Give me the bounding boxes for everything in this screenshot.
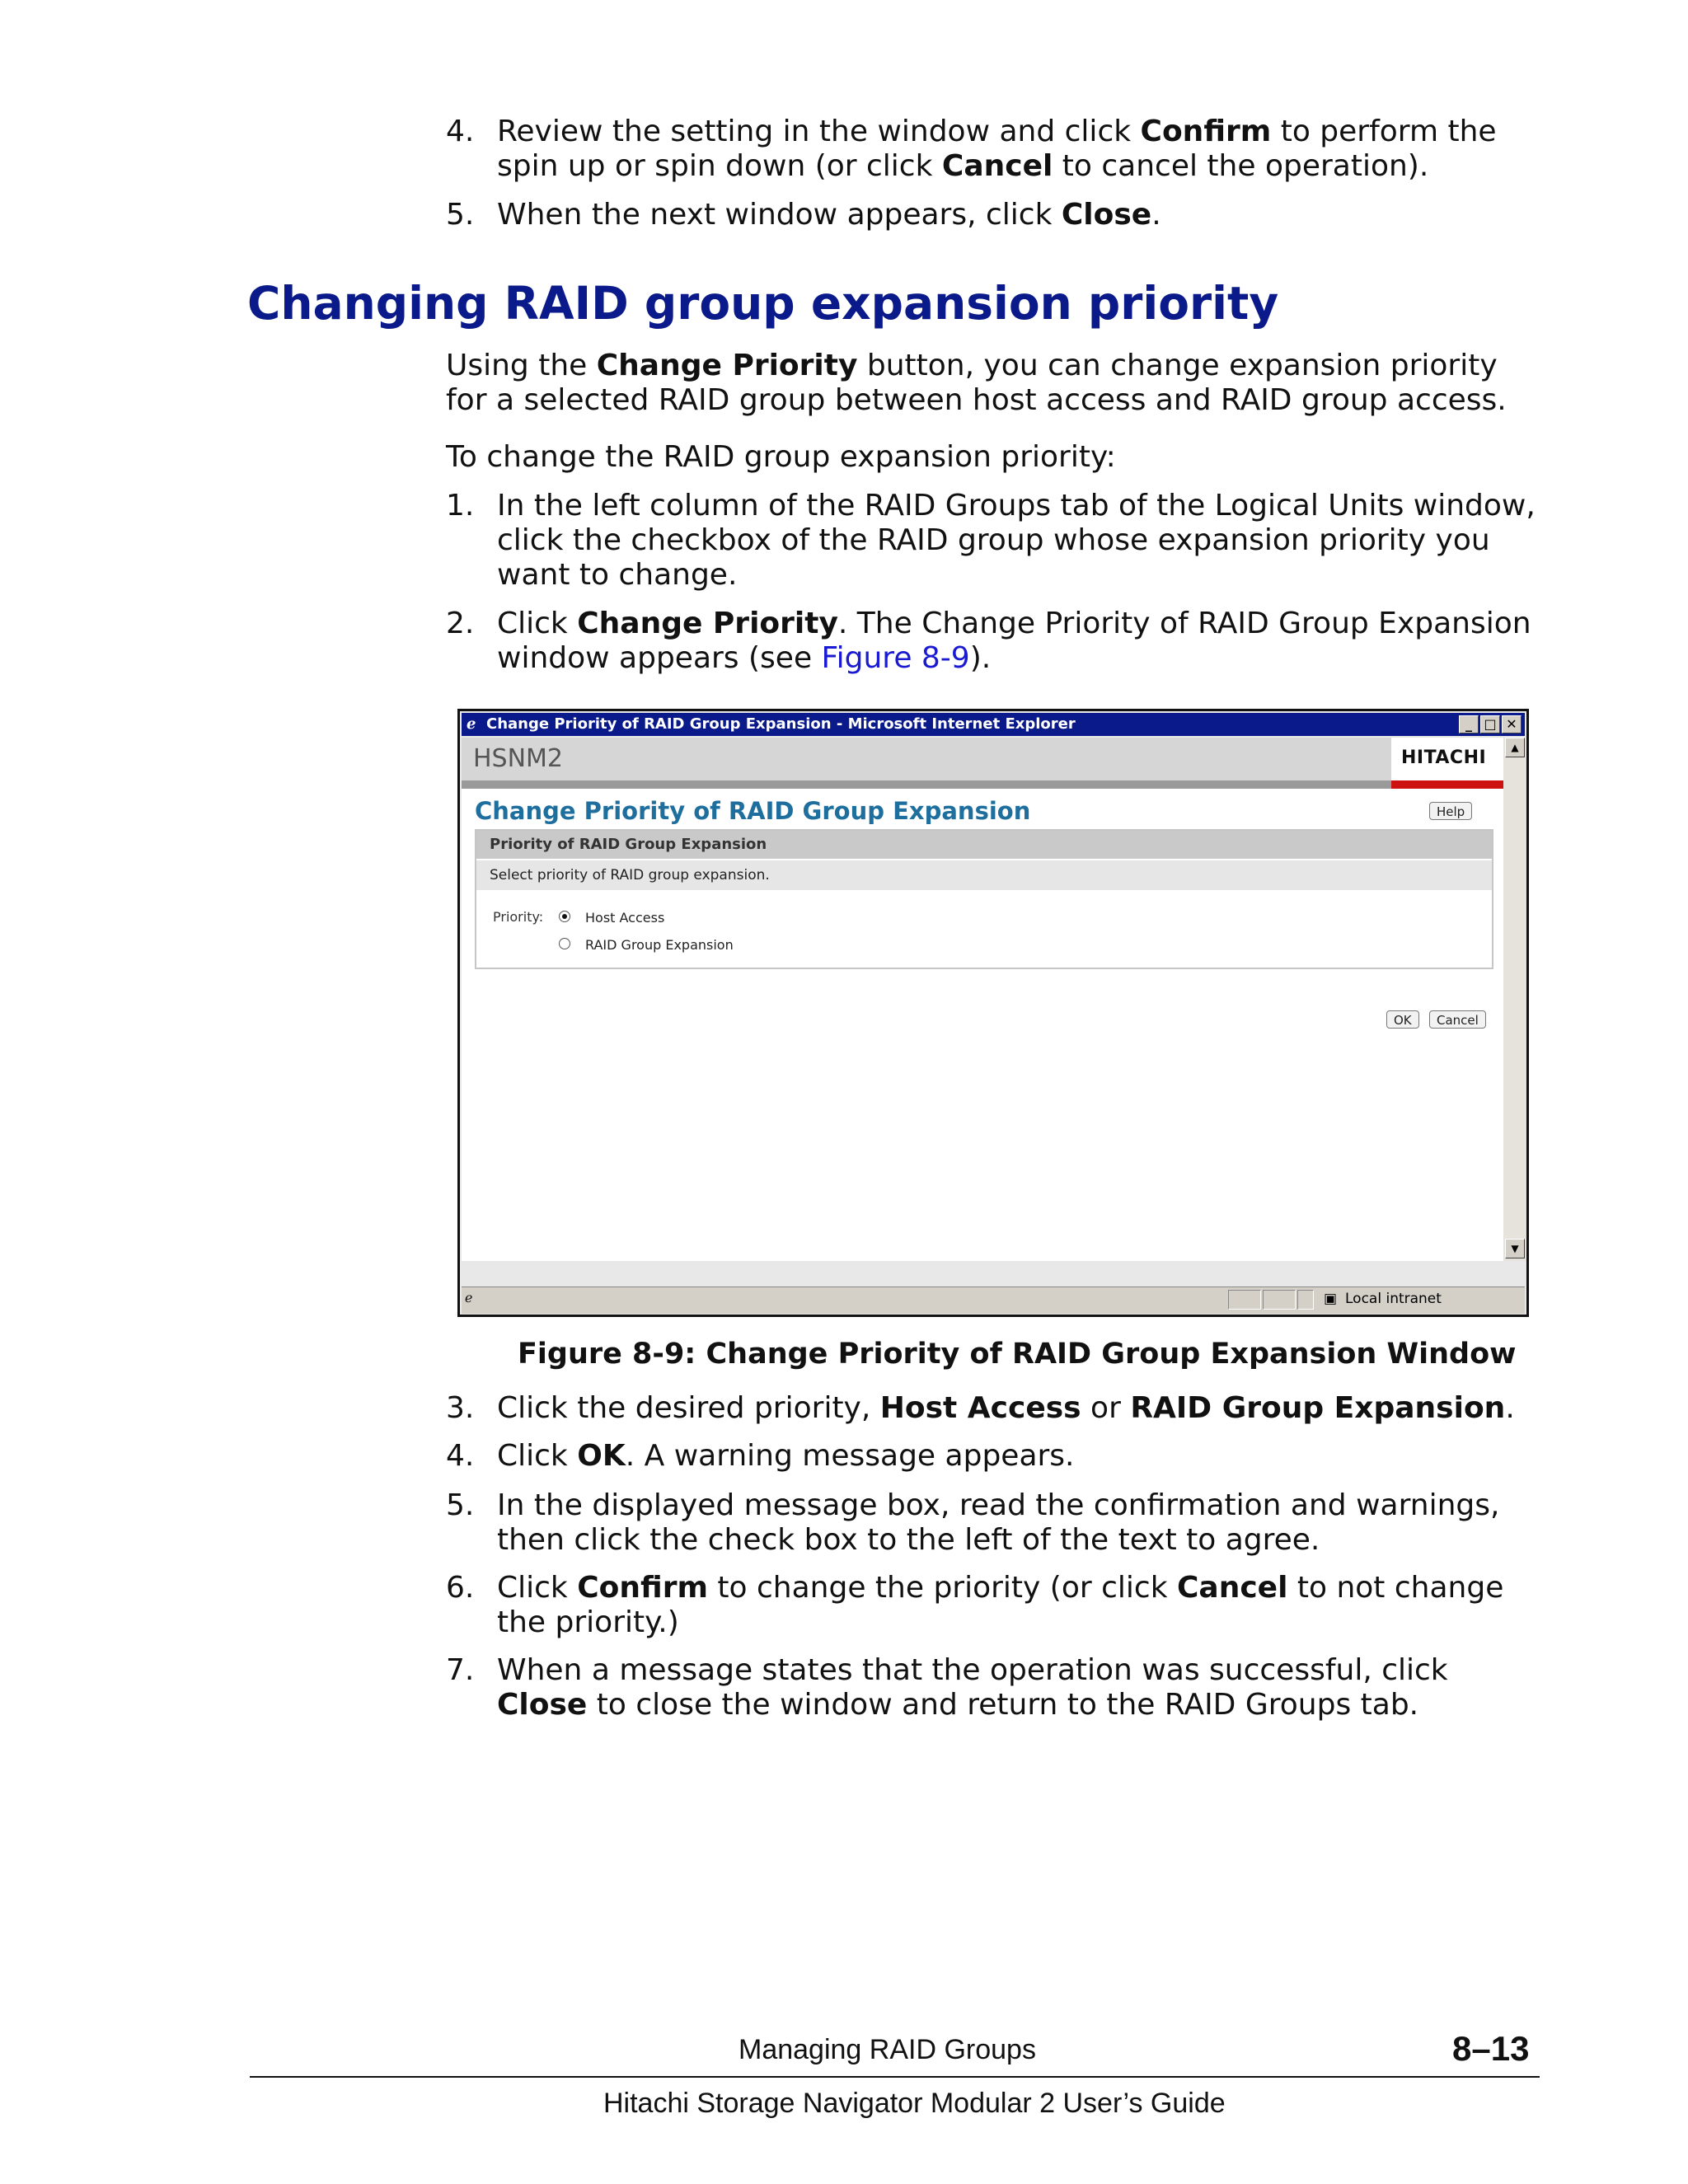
step-text: Click the desired priority, Host Access or RAID Group Expansion.	[497, 1391, 1515, 1425]
intro-paragraph: Using the Change Priority button, you can change expansion priority for a selected RAID group between host access and RAID group access.	[446, 349, 1507, 417]
step-text: When a message states that the operation was successful, click Close to close the window and return to the RAID Groups tab.	[497, 1653, 1448, 1722]
step-number: 7.	[446, 1653, 475, 1687]
status-pane	[1263, 1290, 1296, 1310]
dialog-heading: Change Priority of RAID Group Expansion	[475, 797, 1031, 825]
section-heading: Changing RAID group expansion priority	[247, 277, 1279, 330]
step-text: Click Change Priority. The Change Priority of RAID Group Expansion window appears (see Figure 8-9).	[497, 607, 1531, 675]
status-pane	[1228, 1290, 1261, 1310]
panel-instruction: Select priority of RAID group expansion.	[476, 860, 1492, 890]
step-number: 4.	[446, 1439, 475, 1473]
status-zone: Local intranet	[1345, 1291, 1442, 1307]
step-number: 1.	[446, 489, 475, 523]
scroll-up-icon[interactable]: ▲	[1505, 738, 1525, 757]
minimize-icon[interactable]: _	[1459, 715, 1479, 733]
page-number: 8–13	[1452, 2029, 1530, 2068]
lead-paragraph: To change the RAID group expansion priority:	[446, 440, 1116, 474]
hitachi-logo: HITACHI	[1401, 748, 1487, 768]
step-text: Click Confirm to change the priority (or click Cancel to not change the priority.)	[497, 1571, 1504, 1639]
figure-link[interactable]: Figure 8-9	[821, 641, 970, 675]
app-name: HSNM2	[473, 744, 564, 773]
step-text: When the next window appears, click Close.	[497, 198, 1161, 232]
radio-host-access[interactable]	[559, 911, 570, 922]
internet-explorer-icon: ℯ	[467, 715, 476, 733]
browser-content	[462, 738, 1503, 1261]
intranet-zone-icon: ▣	[1324, 1291, 1338, 1307]
radio-label-raid-group-expansion: RAID Group Expansion	[585, 937, 734, 953]
brand-accent-bar	[1391, 780, 1503, 789]
maximize-icon[interactable]: □	[1480, 715, 1500, 733]
radio-raid-group-expansion[interactable]	[559, 938, 570, 949]
priority-panel	[475, 829, 1493, 969]
vertical-scrollbar[interactable]	[1503, 738, 1526, 1261]
app-header	[462, 738, 1503, 780]
step-number: 5.	[446, 198, 475, 232]
page-status-icon: ℯ	[465, 1290, 473, 1305]
cancel-button[interactable]: Cancel	[1429, 1010, 1486, 1029]
step-number: 4.	[446, 115, 475, 148]
step-text: Review the setting in the window and click Confirm to perform the spin up or spin down (or click Cancel to cancel the operation).	[497, 115, 1497, 183]
radio-label-host-access: Host Access	[585, 910, 665, 926]
scroll-down-icon[interactable]: ▼	[1505, 1239, 1525, 1258]
step-text: Click OK. A warning message appears.	[497, 1439, 1075, 1473]
footer-rule	[250, 2076, 1540, 2078]
step-text: In the displayed message box, read the confirmation and warnings, then click the check box to the left of the text to agree.	[497, 1488, 1500, 1557]
step-number: 6.	[446, 1571, 475, 1605]
step-number: 3.	[446, 1391, 475, 1425]
step-number: 5.	[446, 1488, 475, 1522]
status-pane	[1297, 1290, 1314, 1310]
close-icon[interactable]: ✕	[1502, 715, 1522, 733]
figure-caption: Figure 8-9: Change Priority of RAID Group Expansion Window	[518, 1338, 1517, 1371]
dialog-screenshot	[457, 709, 1529, 1317]
panel-title: Priority of RAID Group Expansion	[476, 831, 1492, 859]
step-text: In the left column of the RAID Groups tab of the Logical Units window, click the checkbox of the RAID group whose expansion priority you want to change.	[497, 489, 1536, 592]
window-title: Change Priority of RAID Group Expansion - Microsoft Internet Explorer	[486, 715, 1076, 733]
footer-section-title: Managing RAID Groups	[738, 2034, 1036, 2065]
window-titlebar	[462, 713, 1525, 736]
ok-button[interactable]: OK	[1386, 1010, 1419, 1029]
header-divider	[462, 780, 1391, 789]
brand-box	[1391, 738, 1503, 780]
help-button[interactable]: Help	[1429, 802, 1472, 820]
status-bar	[462, 1286, 1525, 1314]
priority-label: Priority:	[493, 909, 544, 925]
book-title: Hitachi Storage Navigator Modular 2 User’s Guide	[603, 2088, 1226, 2119]
step-number: 2.	[446, 607, 475, 640]
